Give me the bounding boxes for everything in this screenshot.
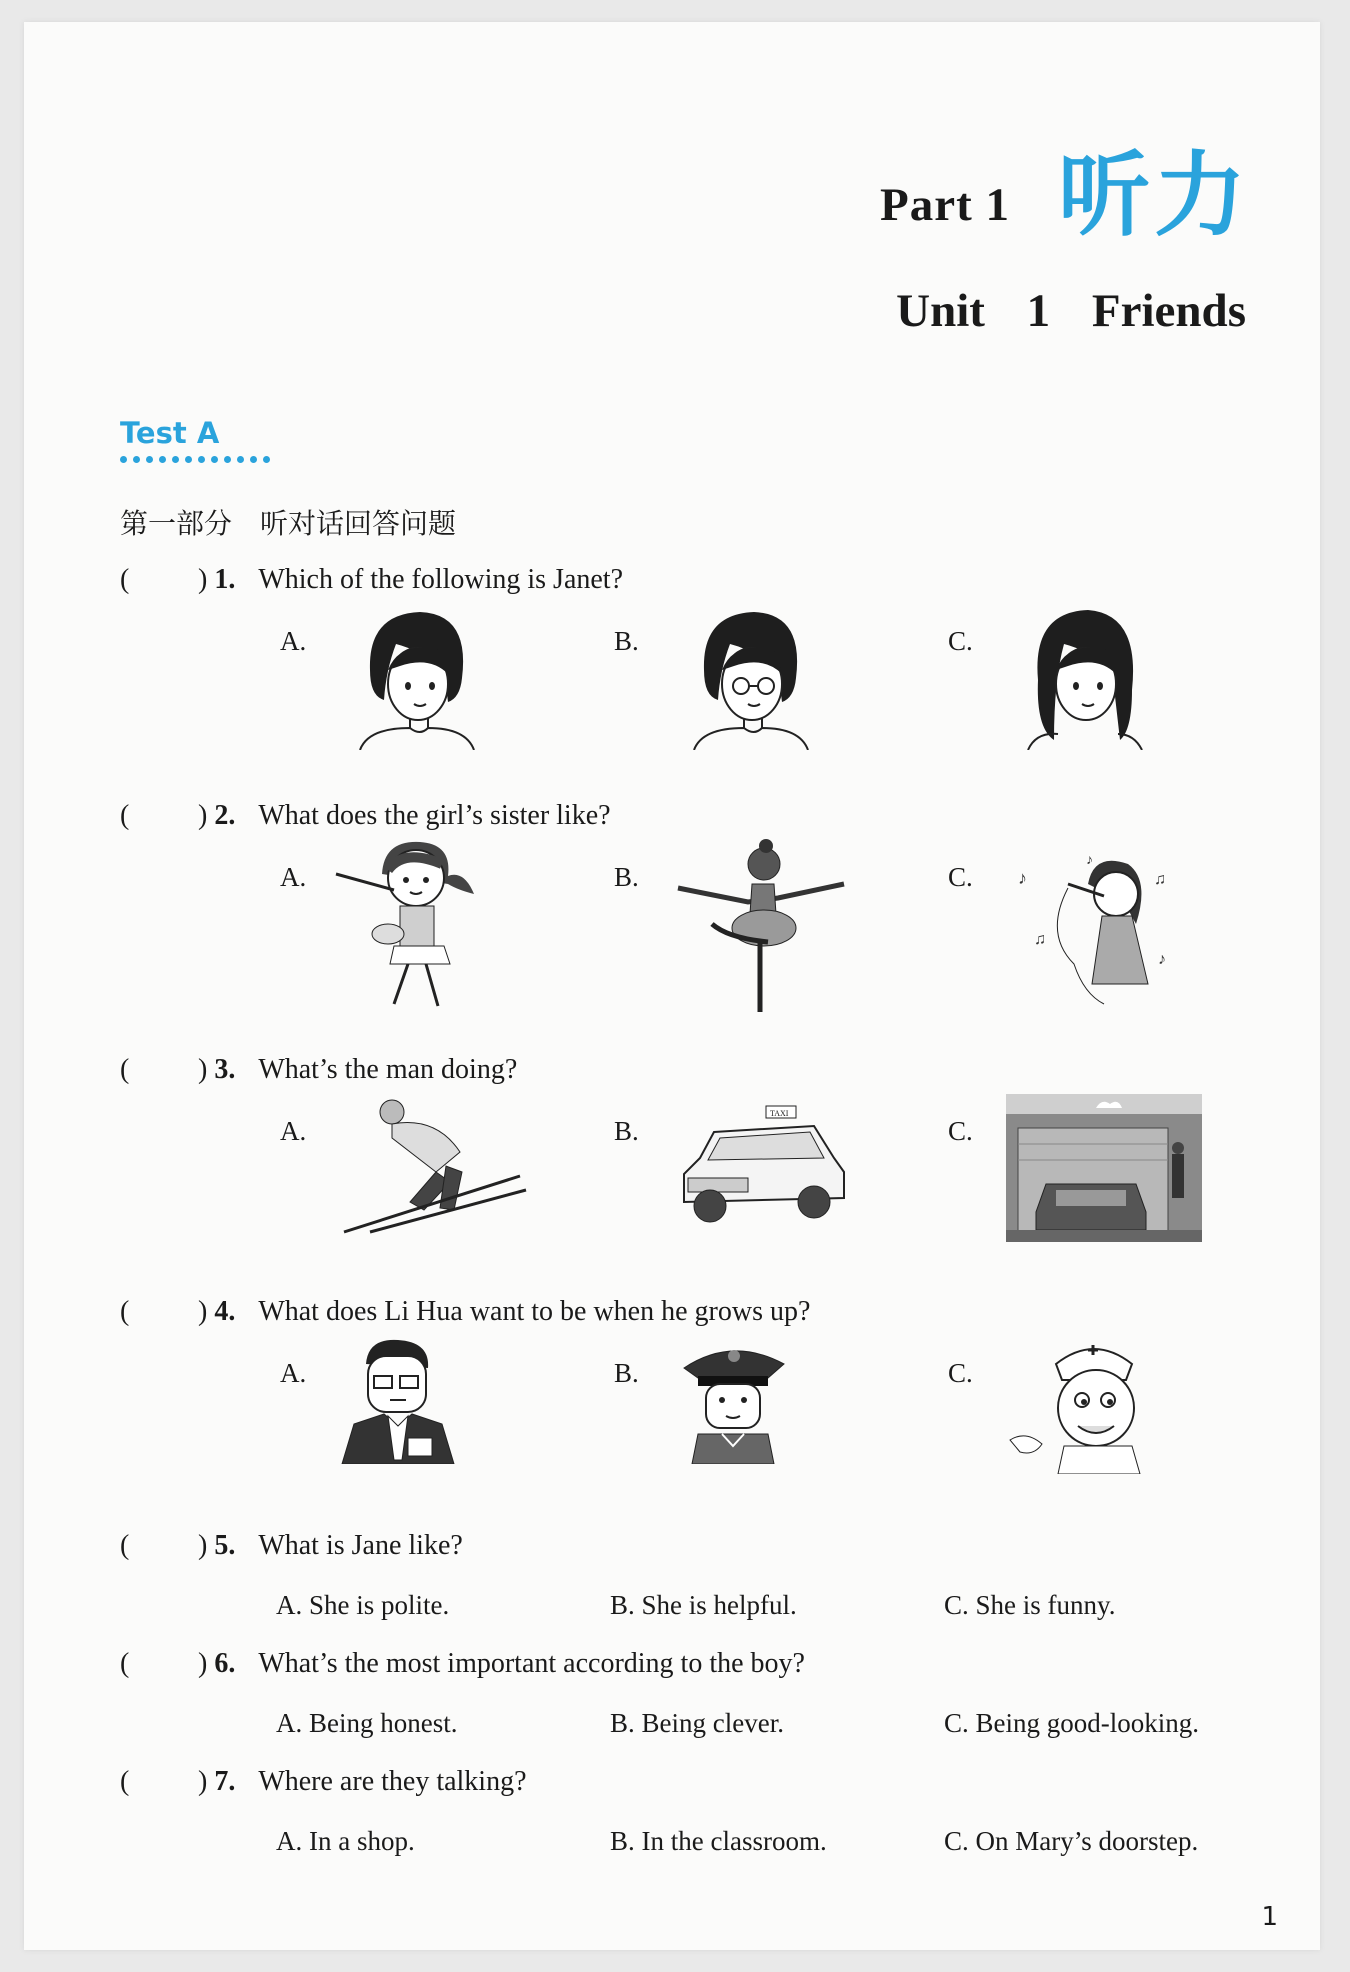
- question-number: 1.: [214, 564, 236, 595]
- question-text: What’s the most important according to the boy?: [258, 1648, 805, 1679]
- question-number: 6.: [214, 1648, 236, 1679]
- girl-painting-image: [334, 834, 504, 1014]
- answer-blank[interactable]: (: [120, 1054, 130, 1085]
- svg-text:TAXI: TAXI: [770, 1109, 789, 1118]
- test-underline-dots: [120, 456, 270, 463]
- option-label-a: A.: [280, 1358, 307, 1388]
- part-heading: [880, 142, 1250, 249]
- answer-blank[interactable]: (: [120, 1766, 130, 1797]
- option-label-b: B.: [614, 1358, 639, 1388]
- worksheet-page: [24, 22, 1320, 1950]
- option-a: A. Being honest.: [276, 1708, 458, 1738]
- option-label-a: A.: [280, 862, 307, 892]
- question-text: What’s the man doing?: [258, 1054, 518, 1085]
- option-a: A. In a shop.: [276, 1826, 415, 1856]
- question-1: ( ) 1. Which of the following is Janet?: [120, 562, 623, 598]
- man-skiing-image: [340, 1092, 530, 1242]
- option-c: C. She is funny.: [944, 1590, 1116, 1620]
- answer-blank[interactable]: (: [120, 564, 130, 595]
- policeman-image: [672, 1334, 792, 1464]
- doctor-image: [1004, 1334, 1164, 1474]
- section-title: 听对话回答问题: [260, 507, 457, 540]
- question-number: 7.: [214, 1766, 236, 1797]
- option-b: B. She is helpful.: [610, 1590, 797, 1620]
- unit-title: Unit 1 Friends: [896, 285, 1246, 337]
- answer-blank[interactable]: (: [120, 1530, 130, 1561]
- question-number: 5.: [214, 1530, 236, 1561]
- option-label-c: C.: [948, 862, 973, 892]
- answer-blank[interactable]: (: [120, 1296, 130, 1327]
- svg-text:♪: ♪: [1158, 951, 1166, 968]
- test-label: Test A: [120, 416, 220, 450]
- girl-long-hair-image: [1008, 600, 1158, 750]
- answer-blank[interactable]: (: [120, 1648, 130, 1679]
- svg-text:♪: ♪: [1018, 868, 1027, 888]
- option-label-b: B.: [614, 862, 639, 892]
- girl-singing-image: [1004, 844, 1184, 1014]
- question-number: 3.: [214, 1054, 236, 1085]
- question-text: What does the girl’s sister like?: [258, 800, 611, 831]
- section-heading: [120, 502, 456, 542]
- question-3: ( ) 3. What’s the man doing?: [120, 1052, 517, 1088]
- man-garage-image: [1006, 1094, 1202, 1242]
- question-4: ( ) 4. What does Li Hua want to be when he grows up?: [120, 1294, 810, 1330]
- option-label-a: A.: [280, 1116, 307, 1146]
- question-6: ( ) 6. What’s the most important according to the boy?: [120, 1646, 805, 1682]
- part-chinese-title: 听力: [1057, 142, 1250, 249]
- question-5: ( ) 5. What is Jane like?: [120, 1528, 463, 1564]
- option-b: B. In the classroom.: [610, 1826, 827, 1856]
- option-label-a: A.: [280, 626, 307, 656]
- question-number: 2.: [214, 800, 236, 831]
- businessman-image: [338, 1334, 458, 1464]
- taxi-image: [674, 1102, 854, 1242]
- question-7: ( ) 7. Where are they talking?: [120, 1764, 527, 1800]
- question-number: 4.: [214, 1296, 236, 1327]
- option-b: B. Being clever.: [610, 1708, 784, 1738]
- option-a: A. She is polite.: [276, 1590, 450, 1620]
- option-c: C. On Mary’s doorstep.: [944, 1826, 1199, 1856]
- option-label-c: C.: [948, 626, 973, 656]
- part-label: Part 1: [880, 179, 1010, 231]
- option-label-b: B.: [614, 626, 639, 656]
- girl-glasses-image: [674, 600, 824, 750]
- option-c: C. Being good-looking.: [944, 1708, 1199, 1738]
- answer-blank[interactable]: (: [120, 800, 130, 831]
- svg-text:♫: ♫: [1034, 931, 1046, 948]
- section-number: 第一部分: [120, 507, 233, 540]
- question-2: ( ) 2. What does the girl’s sister like?: [120, 798, 611, 834]
- option-label-b: B.: [614, 1116, 639, 1146]
- question-text: Where are they talking?: [258, 1766, 527, 1797]
- svg-text:♪: ♪: [1086, 853, 1093, 868]
- option-label-c: C.: [948, 1116, 973, 1146]
- option-label-c: C.: [948, 1358, 973, 1388]
- svg-text:♫: ♫: [1154, 871, 1166, 888]
- girl-ballet-image: [668, 834, 848, 1014]
- question-text: What is Jane like?: [258, 1530, 463, 1561]
- page-number: 1: [1261, 1902, 1278, 1932]
- question-text: What does Li Hua want to be when he grows up?: [258, 1296, 811, 1327]
- question-text: Which of the following is Janet?: [258, 564, 624, 595]
- girl-short-hair-image: [340, 600, 490, 750]
